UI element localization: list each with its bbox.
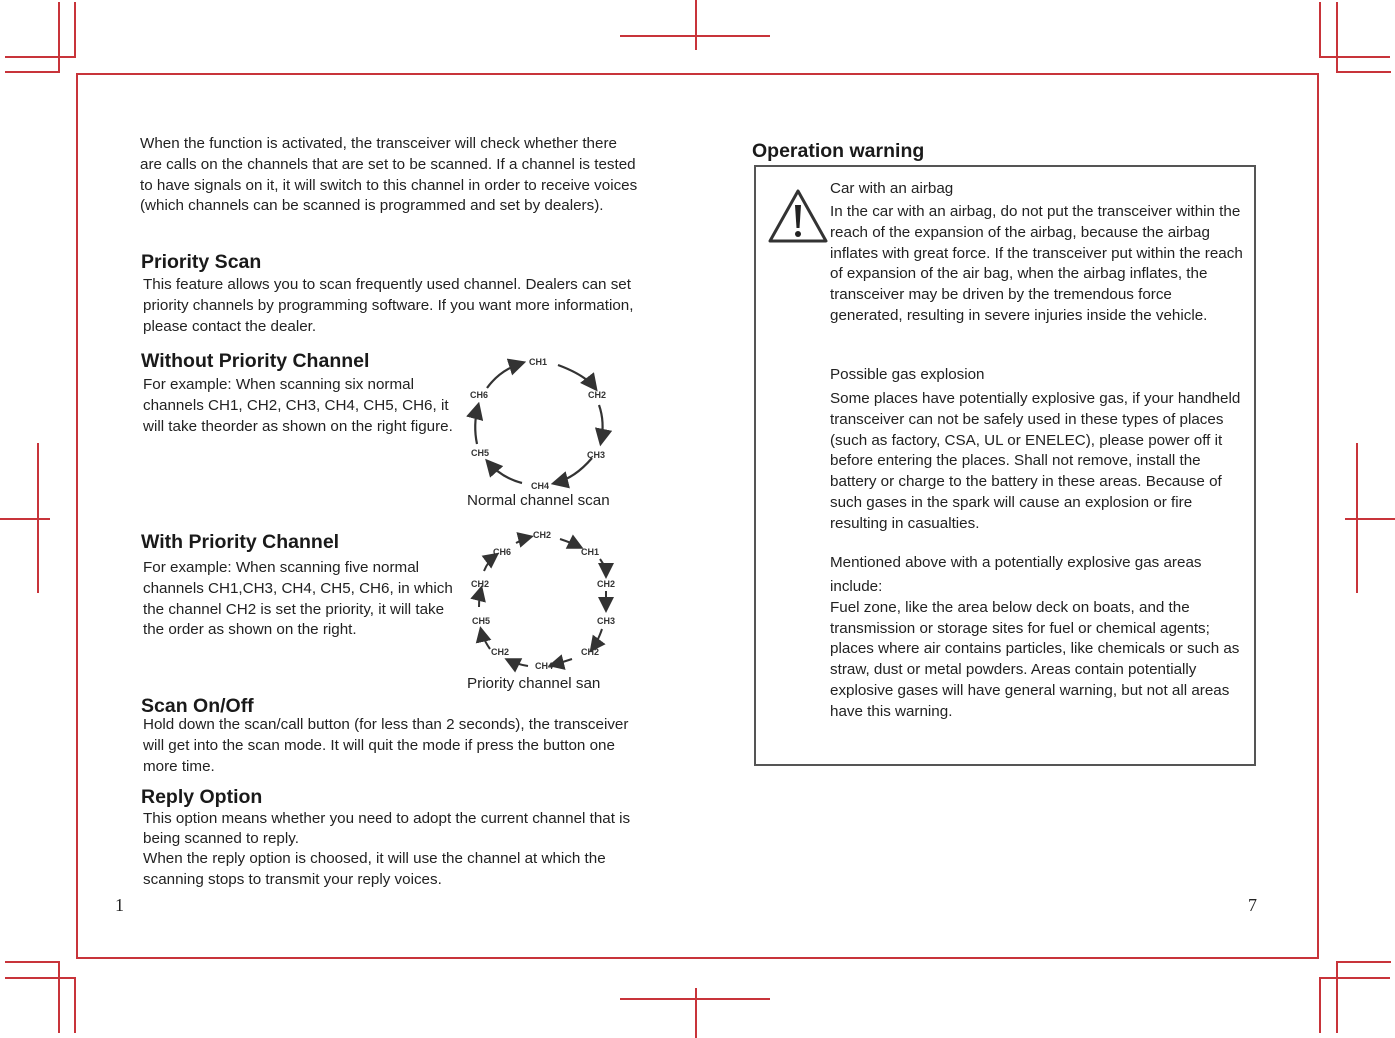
page-number-left: 1 [115,895,124,915]
airbag-text: In the car with an airbag, do not put the transceiver within the reach of the expansion of the airbag, because the airbag inflates with great force. If the transceiver put within the reach of expansion of the air bag, when the airbag inflates, the transceiver may be driven by the tremendous force generated, resulting in severe injuries inside the vehicle. [830,203,1243,324]
gas-explosion-text: Some places have potentially explosive gas, if your handheld transceiver can not be safely used in these types of places (such as factory, CSA, UL or ENELEC), please power off it before entering the places. Shall not remove, install the battery or charge to the battery in these areas. Because of such gases in the spark will cause an explosion or fire resulting in casualties. [830,390,1241,532]
channel-label: CH2 [596,579,616,589]
priority-scan-diagram [460,525,630,675]
scan-onoff-heading: Scan On/Off [141,695,254,717]
channel-label: CH1 [528,357,548,367]
with-priority-text: For example: When scanning five normal channels CH1,CH3, CH4, CH5, CH6, in which the channel CH2 is set the priority, it will take the order as shown on the right. [143,559,453,639]
channel-label: CH2 [532,530,552,540]
gas-explosion-title: Possible gas explosion [830,366,985,383]
channel-label: CH2 [580,647,600,657]
channel-label: CH5 [471,616,491,626]
without-priority-text: For example: When scanning six normal channels CH1, CH2, CH3, CH4, CH5, CH6, it will take theorder as shown on the right figure. [143,376,453,435]
channel-label: CH3 [586,450,606,460]
channel-label: CH6 [469,390,489,400]
channel-label: CH2 [587,390,607,400]
channel-label: CH4 [534,661,554,671]
normal-scan-diagram [460,350,620,495]
operation-warning-heading: Operation warning [752,140,925,162]
page-number-right: 7 [1248,895,1257,915]
explosive-areas-text: include: Fuel zone, like the area below deck on boats, and the transmission or storage sites for fuel or chemical agents; places where air contains particles, like chemicals or such as straw, dust or metal powders. Areas contain potentially explosive gases will have general warning, but not all areas have this warning. [830,578,1240,720]
channel-label: CH4 [530,481,550,491]
channel-label: CH5 [470,448,490,458]
intro-paragraph: When the function is activated, the transceiver will check whether there are calls on the channels that are set to be scanned. If a channel is tested to have signals on it, it will switch to this channel in order to receive voices (which channels can be scanned is programmed and set by dealers). [140,135,638,215]
with-priority-heading: With Priority Channel [141,531,340,553]
channel-label: CH3 [596,616,616,626]
scan-onoff-text: Hold down the scan/call button (for less than 2 seconds), the transceiver will get into the scan mode. It will quit the mode if press the button one more time. [143,716,629,775]
channel-label: CH6 [492,547,512,557]
reply-option-text-2: When the reply option is choosed, it will use the channel at which the scanning stops to transmit your reply voices. [143,850,606,888]
channel-label: CH2 [490,647,510,657]
priority-scan-text: This feature allows you to scan frequently used channel. Dealers can set priority channels by programming software. If you want more information, please contact the dealer. [143,276,634,335]
reply-option-text-1: This option means whether you need to adopt the current channel that is being scanned to reply. [143,810,631,847]
warning-icon [766,187,830,245]
airbag-title: Car with an airbag [830,180,954,197]
without-priority-heading: Without Priority Channel [141,350,370,372]
normal-scan-caption: Normal channel scan [467,492,610,509]
priority-scan-heading: Priority Scan [141,251,262,273]
channel-label: CH2 [470,579,490,589]
priority-scan-caption: Priority channel san [467,675,601,692]
reply-option-heading: Reply Option [141,786,263,808]
channel-label: CH1 [580,547,600,557]
explosive-areas-title: Mentioned above with a potentially explosive gas areas [830,554,1202,571]
